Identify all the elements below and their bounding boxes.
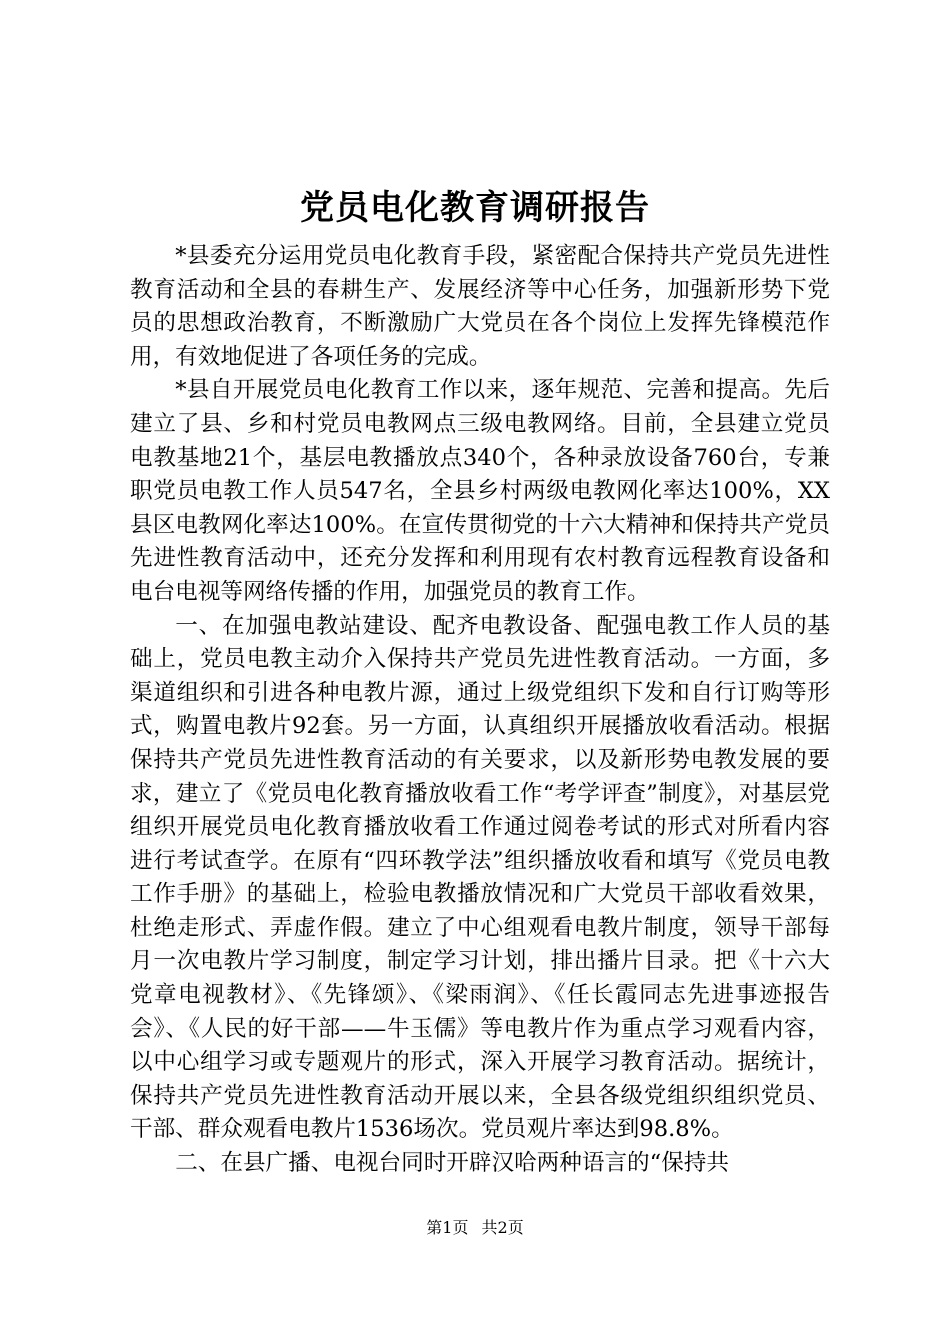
document-body: [130, 240, 830, 1181]
page-footer: [0, 1218, 950, 1238]
paragraph-2: *县自开展党员电化教育工作以来，逐年规范、完善和提高。先后建立了县、乡和村党员电教网点三级电教网络。目前，全县建立党员电教基地21个，基层电教播放点340个，各种录放设备760台，专兼职党员电教工作人员547名，全县乡村两级电教网化率达100%，XX县区电教网化率达100%。在宣传贯彻党的十六大精神和保持共产党员先进性教育活动中，还充分发挥和利用现有农村教育远程教育设备和电台电视等网络传播的作用，加强党员的教育工作。: [130, 377, 830, 605]
document-title: 党员电化教育调研报告: [300, 188, 650, 228]
page-number: 第1页: [426, 1218, 469, 1237]
paragraph-4: 二、在县广播、电视台同时开辟汉哈两种语言的“保持共: [175, 1150, 729, 1177]
page-total: 共2页: [481, 1218, 524, 1237]
paragraph-1: *县委充分运用党员电化教育手段，紧密配合保持共产党员先进性教育活动和全县的春耕生产、发展经济等中心任务，加强新形势下党员的思想政治教育，不断激励广大党员在各个岗位上发挥先锋模范作用，有效地促进了各项任务的完成。: [130, 243, 830, 370]
paragraph-3: 一、在加强电教站建设、配齐电教设备、配强电教工作人员的基础上，党员电教主动介入保持共产党员先进性教育活动。一方面，多渠道组织和引进各种电教片源，通过上级党组织下发和自行订购等形式，购置电教片92套。另一方面，认真组织开展播放收看活动。根据保持共产党员先进性教育活动的有关要求，以及新形势电教发展的要求，建立了《党员电化教育播放收看工作“考学评查”制度》，对基层党组织开展党员电化教育播放收看工作通过阅卷考试的形式对所看内容进行考试查学。在原有“四环教学法”组织播放收看和填写《党员电教工作手册》的基础上，检验电教播放情况和广大党员干部收看效果，杜绝走形式、弄虚作假。建立了中心组观看电教片制度，领导干部每月一次电教片学习制度，制定学习计划，排出播片目录。把《十六大党章电视教材》、《先锋颂》、《梁雨润》、《任长霞同志先进事迹报告会》、《人民的好干部——牛玉儒》等电教片作为重点学习观看内容，以中心组学习或专题观片的形式，深入开展学习教育活动。据统计，保持共产党员先进性教育活动开展以来，全县各级党组织组织党员、干部、群众观看电教片1536场次。党员观片率达到98.8%。: [130, 612, 830, 1143]
